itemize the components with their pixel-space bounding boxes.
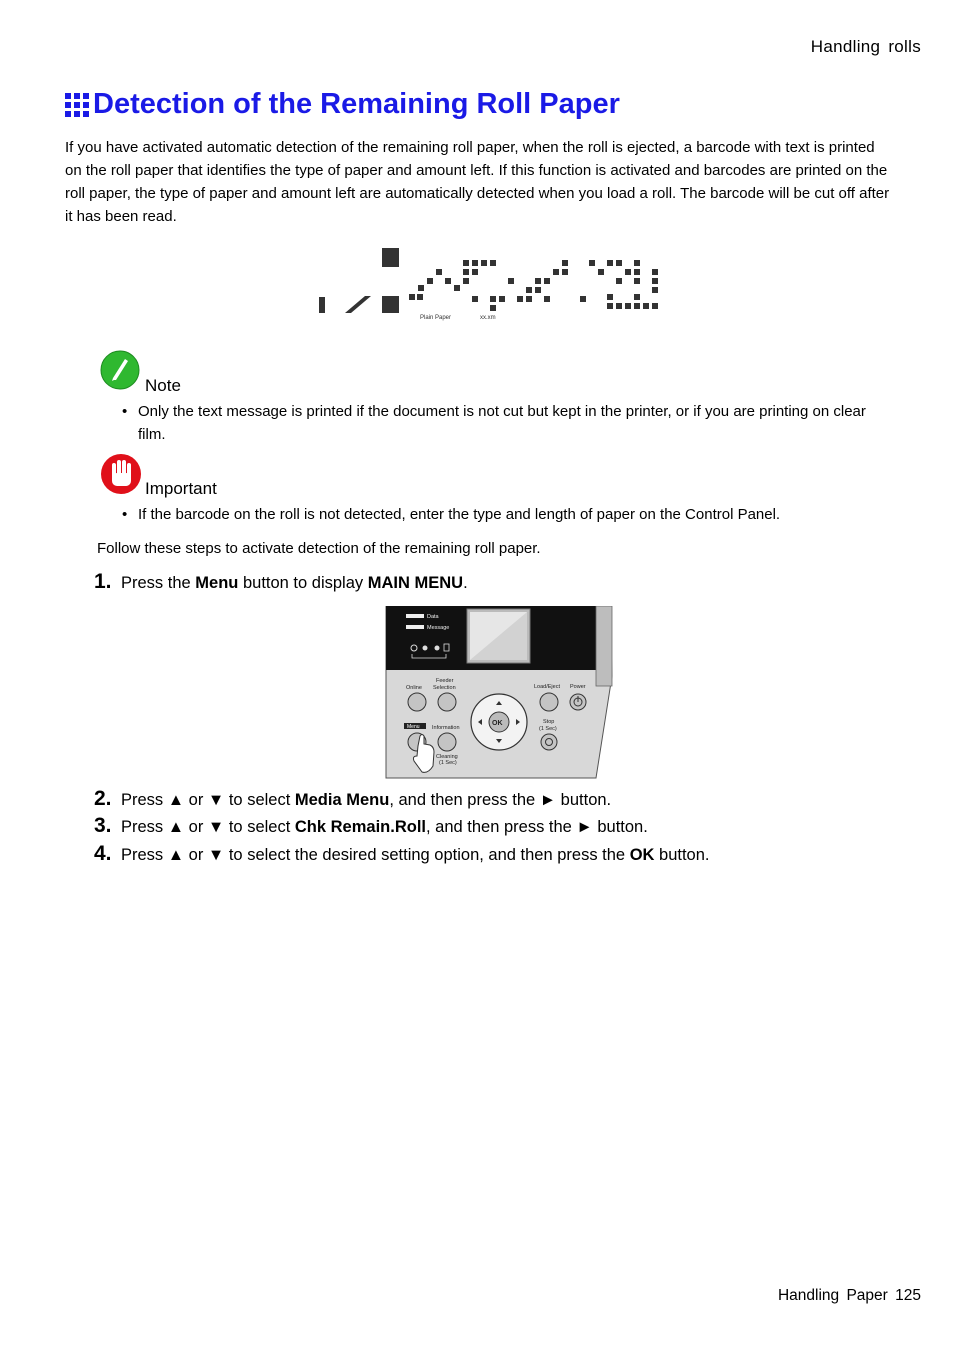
intro-text: If you have activated automatic detection of the remaining roll paper, when the roll is ejected, a barcode with text is printed on the roll paper that identifies the type of paper and amount left. If this function is activated and barcodes are printed on the roll paper, the type of paper and amount left are automatically detected when you load a roll. The barcode will be cut off after it has been read. [65, 139, 890, 225]
intro-paragraph [65, 136, 895, 228]
page-footer: Handling Paper 125 [777, 1287, 921, 1304]
note-pencil-icon [100, 350, 140, 390]
running-header: Handling rolls [810, 37, 921, 56]
list-item: • If the barcode on the roll is not detected, enter the type and length of paper on the Control Panel. [122, 503, 892, 526]
important-hand-icon [100, 453, 142, 495]
barcode-illustration [315, 244, 660, 322]
panel-online-label: Online [406, 685, 422, 691]
step-3: 3. Press ▲ or ▼ to select Chk Remain.Roll, and then press the ► button. [94, 814, 648, 837]
panel-power-label: Power [570, 684, 586, 690]
page-title [65, 88, 620, 121]
control-panel-illustration [384, 606, 614, 780]
note-list [122, 400, 892, 446]
panel-menu-label: Menu [407, 724, 420, 730]
panel-cleaning-sec-label: (1 Sec) [439, 760, 457, 766]
step-2: 2. Press ▲ or ▼ to select Media Menu, and then press the ► button. [94, 787, 612, 810]
barcode-amount-label: xx.xm [480, 315, 496, 321]
panel-selection-label: Selection [433, 685, 456, 691]
list-item: • Only the text message is printed if the document is not cut but kept in the printer, or if you are printing on clear film. [122, 400, 892, 446]
step-4: 4. Press ▲ or ▼ to select the desired setting option, and then press the OK button. [94, 842, 710, 865]
note-label: Note [145, 376, 181, 395]
barcode-paper-label: Plain Paper [420, 315, 452, 321]
note-item-text: Only the text message is printed if the document is not cut but kept in the printer, or if you are printing on clear film. [138, 403, 866, 443]
important-label: Important [145, 479, 217, 498]
panel-information-label: Information [432, 725, 460, 731]
panel-stop-label: Stop [543, 719, 555, 725]
grid-bullet-icon [65, 93, 89, 117]
important-item-text: If the barcode on the roll is not detected, enter the type and length of paper on the Control Panel. [138, 506, 781, 523]
page-title-text: Detection of the Remaining Roll Paper [93, 88, 620, 120]
panel-load-eject-label: Load/Eject [534, 684, 560, 690]
panel-ok-label: OK [492, 720, 503, 727]
follow-steps-text: Follow these steps to activate detection of the remaining roll paper. [97, 540, 541, 557]
important-list [122, 503, 892, 526]
panel-message-label: Message [427, 625, 450, 631]
step-1: 1. Press the Menu button to display MAIN MENU. [94, 570, 468, 593]
panel-cleaning-label: Cleaning [436, 754, 458, 760]
panel-data-label: Data [427, 614, 439, 620]
panel-feeder-label: Feeder [436, 678, 454, 684]
panel-stop-sec-label: (1 Sec) [539, 726, 557, 732]
